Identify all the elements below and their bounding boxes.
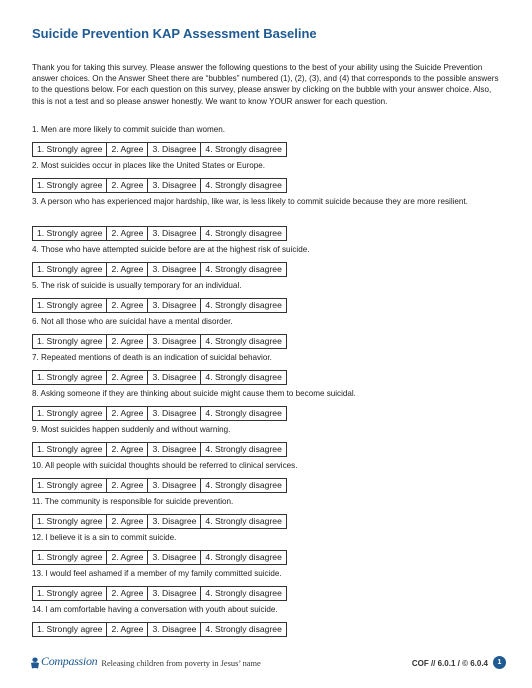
question-block	[32, 568, 504, 604]
answer-option-4[interactable]: 4. Strongly disagree	[205, 336, 282, 346]
answer-option-4[interactable]: 4. Strongly disagree	[205, 588, 282, 598]
answer-option-4[interactable]: 4. Strongly disagree	[205, 264, 282, 274]
answer-option-1[interactable]: 1. Strongly agree	[33, 551, 107, 564]
answer-options	[32, 478, 287, 493]
answer-option-2[interactable]: 2. Agree	[107, 551, 148, 564]
answer-option-1[interactable]: 1. Strongly agree	[33, 143, 107, 156]
answer-options	[32, 586, 287, 601]
answer-option-1[interactable]: 1. Strongly agree	[33, 443, 107, 456]
answer-option-4[interactable]: 4. Strongly disagree	[205, 624, 282, 634]
answer-option-3[interactable]: 3. Disagree	[148, 299, 201, 312]
question-text: 2. Most suicides occur in places like the United States or Europe.	[32, 161, 266, 170]
answer-options	[32, 178, 287, 193]
answer-option-4[interactable]: 4. Strongly disagree	[205, 516, 282, 526]
page-footer	[30, 652, 506, 676]
answer-option-4[interactable]: 4. Strongly disagree	[205, 180, 282, 190]
answer-options	[32, 550, 287, 565]
answer-option-2[interactable]: 2. Agree	[107, 371, 148, 384]
answer-options	[32, 514, 287, 529]
answer-option-2[interactable]: 2. Agree	[107, 299, 148, 312]
answer-option-4[interactable]: 4. Strongly disagree	[205, 444, 282, 454]
answer-option-3[interactable]: 3. Disagree	[148, 515, 201, 528]
answer-option-3[interactable]: 3. Disagree	[148, 227, 201, 240]
answer-options	[32, 622, 287, 637]
answer-options	[32, 406, 287, 421]
compassion-logo	[30, 654, 261, 669]
footer-reference: COF // 6.0.1 / © 6.0.4	[411, 659, 488, 668]
answer-option-1[interactable]: 1. Strongly agree	[33, 515, 107, 528]
answer-option-2[interactable]: 2. Agree	[107, 407, 148, 420]
answer-option-2[interactable]: 2. Agree	[107, 587, 148, 600]
logo-wordmark: Compassion	[41, 654, 98, 668]
question-block	[32, 460, 504, 496]
answer-option-3[interactable]: 3. Disagree	[148, 587, 201, 600]
answer-option-2[interactable]: 2. Agree	[107, 143, 148, 156]
answer-option-4[interactable]: 4. Strongly disagree	[205, 408, 282, 418]
question-block	[32, 160, 504, 196]
answer-option-2[interactable]: 2. Agree	[107, 227, 148, 240]
question-text: 11. The community is responsible for suicide prevention.	[32, 497, 234, 506]
answer-option-2[interactable]: 2. Agree	[107, 443, 148, 456]
answer-option-3[interactable]: 3. Disagree	[148, 443, 201, 456]
question-text: 6. Not all those who are suicidal have a mental disorder.	[32, 317, 233, 326]
compassion-logo-icon	[30, 657, 40, 669]
question-text: 14. I am comfortable having a conversation with youth about suicide.	[32, 605, 278, 614]
question-block	[32, 280, 504, 316]
answer-option-3[interactable]: 3. Disagree	[148, 143, 201, 156]
question-block	[32, 604, 504, 640]
answer-option-4[interactable]: 4. Strongly disagree	[205, 300, 282, 310]
question-text: 12. I believe it is a sin to commit suicide.	[32, 533, 177, 542]
answer-option-3[interactable]: 3. Disagree	[148, 263, 201, 276]
question-text: 10. All people with suicidal thoughts should be referred to clinical services.	[32, 461, 298, 470]
question-block	[32, 424, 504, 460]
page-title: Suicide Prevention KAP Assessment Baseline	[32, 26, 317, 41]
question-text: 7. Repeated mentions of death is an indication of suicidal behavior.	[32, 353, 272, 362]
answer-option-3[interactable]: 3. Disagree	[148, 479, 201, 492]
answer-option-4[interactable]: 4. Strongly disagree	[205, 228, 282, 238]
answer-option-2[interactable]: 2. Agree	[107, 263, 148, 276]
intro-paragraph: Thank you for taking this survey. Please answer the following questions to the best of your ability using the Suicide Prevention answer choices. On the Answer Sheet there are “bubbles” numbered (1), (2), (3), and (4) that corresponds to the possible answers to the questions below. For each question on this survey, please answer by clicking on the bubble with your answer choice. Also, this is not a test and so please answer honestly. We want to know YOUR answer for each question.	[32, 63, 499, 106]
answer-option-3[interactable]: 3. Disagree	[148, 623, 201, 636]
question-block	[32, 532, 504, 568]
question-block	[32, 388, 504, 424]
question-block	[32, 496, 504, 532]
answer-option-2[interactable]: 2. Agree	[107, 179, 148, 192]
answer-option-1[interactable]: 1. Strongly agree	[33, 299, 107, 312]
answer-option-2[interactable]: 2. Agree	[107, 515, 148, 528]
question-block	[32, 352, 504, 388]
answer-option-2[interactable]: 2. Agree	[107, 335, 148, 348]
answer-options	[32, 298, 287, 313]
answer-option-1[interactable]: 1. Strongly agree	[33, 371, 107, 384]
answer-option-1[interactable]: 1. Strongly agree	[33, 623, 107, 636]
answer-options	[32, 226, 287, 241]
answer-option-1[interactable]: 1. Strongly agree	[33, 263, 107, 276]
question-block	[32, 124, 504, 160]
answer-option-4[interactable]: 4. Strongly disagree	[205, 144, 282, 154]
answer-option-4[interactable]: 4. Strongly disagree	[205, 552, 282, 562]
answer-options	[32, 142, 287, 157]
answer-option-2[interactable]: 2. Agree	[107, 623, 148, 636]
question-block	[32, 316, 504, 352]
page-number-badge: 1	[493, 656, 506, 669]
question-text: 13. I would feel ashamed if a member of my family committed suicide.	[32, 569, 282, 578]
answer-option-3[interactable]: 3. Disagree	[148, 407, 201, 420]
answer-option-1[interactable]: 1. Strongly agree	[33, 227, 107, 240]
question-block	[32, 244, 504, 280]
answer-option-3[interactable]: 3. Disagree	[148, 179, 201, 192]
question-text: 9. Most suicides happen suddenly and without warning.	[32, 425, 231, 434]
question-block	[32, 196, 504, 244]
answer-option-1[interactable]: 1. Strongly agree	[33, 407, 107, 420]
answer-options	[32, 262, 287, 277]
answer-option-1[interactable]: 1. Strongly agree	[33, 179, 107, 192]
answer-option-1[interactable]: 1. Strongly agree	[33, 335, 107, 348]
answer-options	[32, 442, 287, 457]
answer-options	[32, 334, 287, 349]
answer-option-3[interactable]: 3. Disagree	[148, 551, 201, 564]
answer-option-1[interactable]: 1. Strongly agree	[33, 587, 107, 600]
answer-option-3[interactable]: 3. Disagree	[148, 335, 201, 348]
answer-option-4[interactable]: 4. Strongly disagree	[205, 480, 282, 490]
question-text: 1. Men are more likely to commit suicide than women.	[32, 125, 225, 134]
question-list	[32, 124, 504, 640]
question-text: 4. Those who have attempted suicide before are at the highest risk of suicide.	[32, 245, 310, 254]
footer-tagline: Releasing children from poverty in Jesus’ name	[101, 659, 261, 668]
answer-options	[32, 370, 287, 385]
question-text: 5. The risk of suicide is usually temporary for an individual.	[32, 281, 242, 290]
question-text: 3. A person who has experienced major hardship, like war, is less likely to commit suicide because they are more resilient.	[32, 197, 468, 206]
answer-option-1[interactable]: 1. Strongly agree	[33, 479, 107, 492]
answer-option-2[interactable]: 2. Agree	[107, 479, 148, 492]
answer-option-3[interactable]: 3. Disagree	[148, 371, 201, 384]
question-text: 8. Asking someone if they are thinking about suicide might cause them to become suicidal.	[32, 389, 356, 398]
answer-option-4[interactable]: 4. Strongly disagree	[205, 372, 282, 382]
